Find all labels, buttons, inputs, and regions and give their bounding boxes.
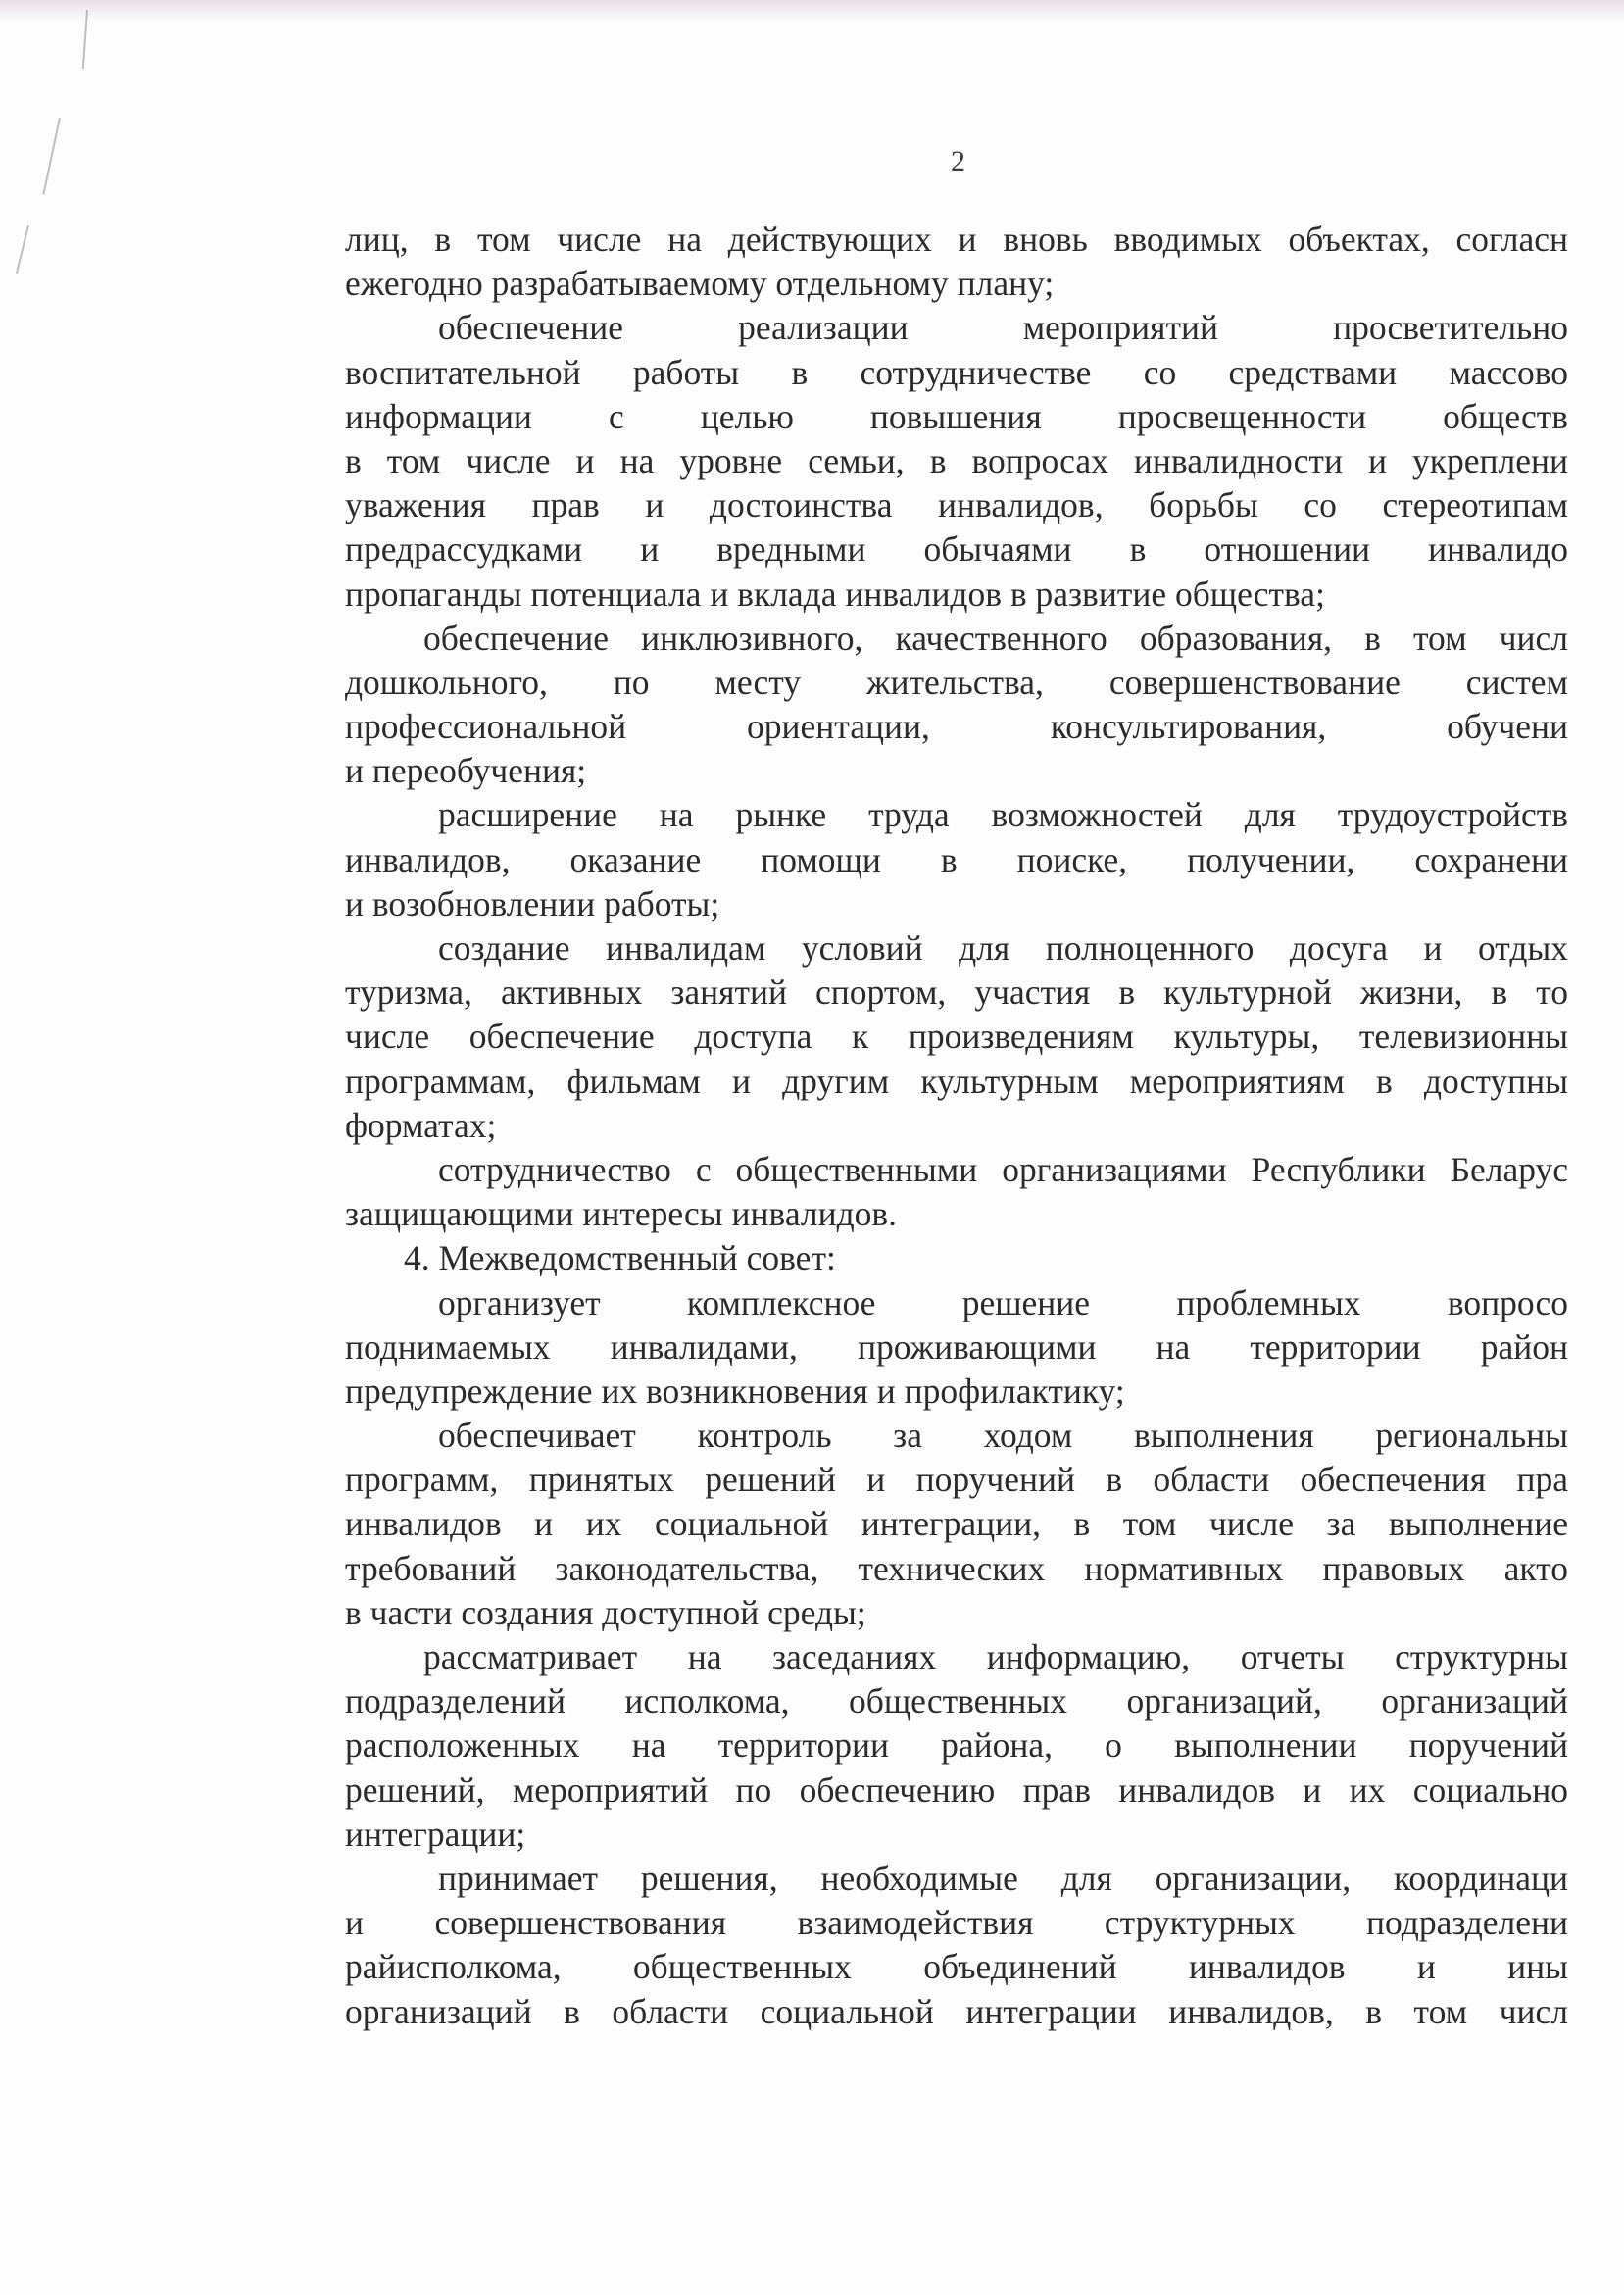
text-line: туризма, активных занятий спортом, участия в культурной жизни, в то <box>345 973 1568 1013</box>
page-number: 2 <box>951 145 965 177</box>
text-line: форматах; <box>345 1105 497 1145</box>
text-line: райисполкома, общественных объединений инвалидов и ины <box>345 1947 1568 1987</box>
text-line: дошкольного, по месту жительства, совершенствование систем <box>345 662 1568 702</box>
text-line: организаций в области социальной интеграции инвалидов, в том числ <box>345 1991 1568 2031</box>
text-line: предупреждение их возникновения и профилактику; <box>345 1371 1125 1411</box>
text-line: обеспечивает контроль за ходом выполнения региональны <box>438 1416 1568 1456</box>
text-line: требований законодательства, технических нормативных правовых акто <box>345 1548 1568 1588</box>
scan-artifact-mark <box>16 225 29 274</box>
text-line: предрассудками и вредными обычаями в отношении инвалидо <box>345 529 1568 570</box>
text-line: принимает решения, необходимые для организации, координаци <box>438 1858 1568 1898</box>
text-line: решений, мероприятий по обеспечению прав инвалидов и их социально <box>345 1770 1568 1810</box>
text-line: лиц, в том числе на действующих и вновь вводимых объектах, согласн <box>345 220 1568 259</box>
scan-artifact-mark <box>42 118 61 195</box>
text-line: информации с целью повышения просвещенности обществ <box>345 396 1568 436</box>
text-line: интеграции; <box>345 1814 526 1854</box>
text-line: обеспечение инклюзивного, качественного образования, в том числ <box>423 618 1568 658</box>
text-line: числе обеспечение доступа к произведениям культуры, телевизионны <box>345 1017 1568 1057</box>
text-line: поднимаемых инвалидами, проживающими на территории район <box>345 1326 1568 1367</box>
text-line: рассматривает на заседаниях информацию, отчеты структурны <box>423 1637 1568 1676</box>
text-line: инвалидов и их социальной интеграции, в том числе за выполнение <box>345 1504 1568 1544</box>
text-line: ежегодно разрабатываемому отдельному плану; <box>345 264 1055 304</box>
text-line: и переобучения; <box>345 751 587 791</box>
text-line: воспитательной работы в сотрудничестве со средствами массово <box>345 352 1568 392</box>
text-line: и возобновлении работы; <box>345 883 720 923</box>
text-line: пропаганды потенциала и вклада инвалидов в развитие общества; <box>345 574 1325 614</box>
text-line: и совершенствования взаимодействия структурных подразделени <box>345 1903 1568 1943</box>
text-line: защищающими интересы инвалидов. <box>345 1194 898 1234</box>
text-line: расширение на рынке труда возможностей для трудоустройств <box>438 795 1568 835</box>
text-line: создание инвалидам условий для полноценного досуга и отдых <box>438 928 1568 968</box>
text-line: обеспечение реализации мероприятий просветительно <box>438 308 1568 348</box>
text-line: программ, принятых решений и поручений в области обеспечения пра <box>345 1460 1568 1500</box>
text-line: уважения прав и достоинства инвалидов, борьбы со стереотипам <box>345 485 1568 525</box>
scan-top-edge <box>0 0 1624 22</box>
text-line: организует комплексное решение проблемных вопросо <box>438 1282 1568 1322</box>
text-line: подразделений исполкома, общественных организаций, организаций <box>345 1681 1568 1721</box>
text-line: расположенных на территории района, о выполнении поручений <box>345 1725 1568 1766</box>
text-line: 4. Межведомственный совет: <box>404 1238 836 1278</box>
text-line: в том числе и на уровне семьи, в вопросах инвалидности и укреплени <box>345 440 1568 480</box>
text-line: программам, фильмам и другим культурным мероприятиям в доступны <box>345 1061 1568 1101</box>
document-body <box>345 218 1568 2034</box>
text-line: профессиональной ориентации, консультирования, обучени <box>345 707 1568 747</box>
text-line: сотрудничество с общественными организациями Республики Беларус <box>438 1149 1568 1189</box>
text-line: в части создания доступной среды; <box>345 1592 866 1632</box>
text-line: инвалидов, оказание помощи в поиске, получении, сохранени <box>345 839 1568 879</box>
